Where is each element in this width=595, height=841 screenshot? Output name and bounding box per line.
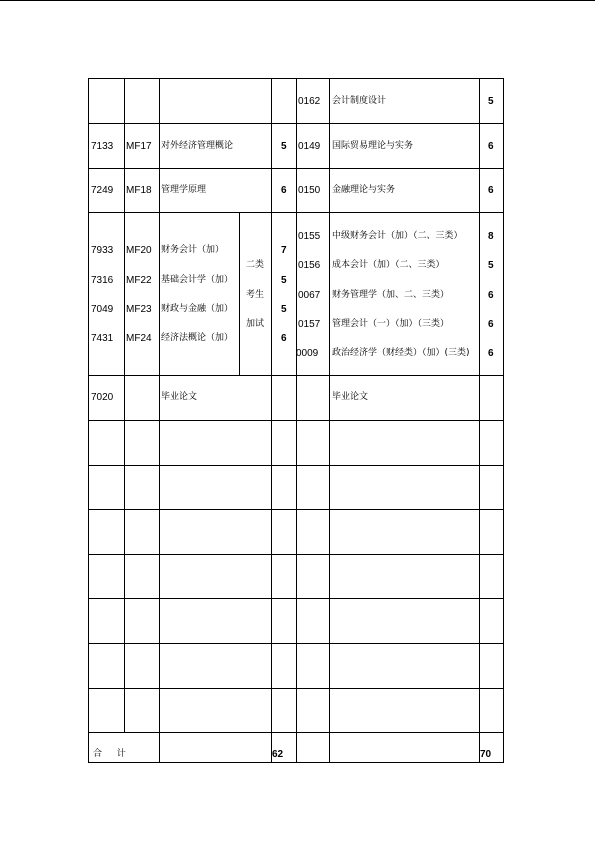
left-course-credit: 5 — [281, 304, 287, 315]
right-course-credit: 8 — [488, 231, 494, 242]
right-course-name: 金融理论与实务 — [332, 185, 396, 195]
left-course-subcode: MF20 — [126, 245, 152, 256]
right-course-code: 0067 — [298, 290, 321, 301]
right-course-name: 政治经济学（财经类）（加）(三类) — [332, 348, 470, 358]
right-course-code: 0150 — [298, 185, 321, 196]
right-total: 70 — [480, 749, 492, 760]
left-course-code: 7133 — [91, 141, 114, 152]
left-course-credit: 6 — [281, 333, 287, 344]
right-course-credit: 6 — [488, 319, 494, 330]
left-course-subcode: MF22 — [126, 275, 152, 286]
right-course-credit: 6 — [488, 348, 494, 359]
thesis-name-right: 毕业论文 — [332, 392, 369, 402]
course-table — [88, 78, 504, 763]
left-course-name: 管理学原理 — [161, 185, 207, 195]
left-course-credit: 5 — [281, 141, 287, 152]
thesis-name: 毕业论文 — [161, 392, 198, 402]
right-course-code: 0009 — [296, 348, 319, 359]
right-course-code: 0162 — [298, 96, 321, 107]
left-course-code: 7049 — [91, 304, 114, 315]
right-course-name: 管理会计（一）（加）（三类） — [332, 319, 450, 329]
col-divider — [239, 212, 240, 375]
left-course-code: 7431 — [91, 333, 114, 344]
page-top-rule — [0, 0, 595, 1]
col-divider — [296, 79, 297, 762]
right-course-code: 0149 — [298, 141, 321, 152]
right-course-code: 0155 — [298, 231, 321, 242]
group-note-line: 二类 — [246, 260, 265, 270]
col-divider — [329, 79, 330, 762]
right-course-name: 会计制度设计 — [332, 96, 387, 106]
left-course-subcode: MF23 — [126, 304, 152, 315]
left-course-credit: 7 — [281, 245, 287, 256]
col-divider — [159, 79, 160, 762]
left-course-subcode: MF18 — [126, 185, 152, 196]
col-divider — [271, 79, 272, 762]
right-course-name: 财务管理学（加、二、三类） — [332, 290, 450, 300]
left-course-name: 基础会计学（加） — [161, 275, 234, 285]
right-course-code: 0157 — [298, 319, 321, 330]
right-course-code: 0156 — [298, 260, 321, 271]
left-course-code: 7933 — [91, 245, 114, 256]
right-course-credit: 6 — [488, 141, 494, 152]
group-note-line: 考生 — [246, 290, 265, 300]
left-course-name: 经济法概论（加） — [161, 333, 234, 343]
left-course-credit: 5 — [281, 275, 287, 286]
right-course-credit: 5 — [488, 96, 494, 107]
group-note-line: 加试 — [246, 319, 265, 329]
right-course-credit: 6 — [488, 185, 494, 196]
left-course-code: 7249 — [91, 185, 114, 196]
right-course-name: 成本会计（加）（二、三类） — [332, 260, 445, 270]
left-course-name: 财务会计（加） — [161, 245, 225, 255]
left-course-code: 7316 — [91, 275, 114, 286]
left-course-subcode: MF17 — [126, 141, 152, 152]
left-course-name: 财政与金融（加） — [161, 304, 234, 314]
thesis-code: 7020 — [91, 392, 114, 403]
right-course-name: 中级财务会计（加）（二、三类） — [332, 231, 463, 241]
left-course-subcode: MF24 — [126, 333, 152, 344]
left-course-name: 对外经济管理概论 — [161, 141, 234, 151]
col-divider — [479, 79, 480, 762]
col-divider — [124, 79, 125, 732]
left-course-credit: 6 — [281, 185, 287, 196]
right-course-name: 国际贸易理论与实务 — [332, 141, 414, 151]
right-course-credit: 5 — [488, 260, 494, 271]
left-total: 62 — [272, 749, 284, 760]
right-course-credit: 6 — [488, 290, 494, 301]
total-label: 合 计 — [93, 749, 129, 759]
